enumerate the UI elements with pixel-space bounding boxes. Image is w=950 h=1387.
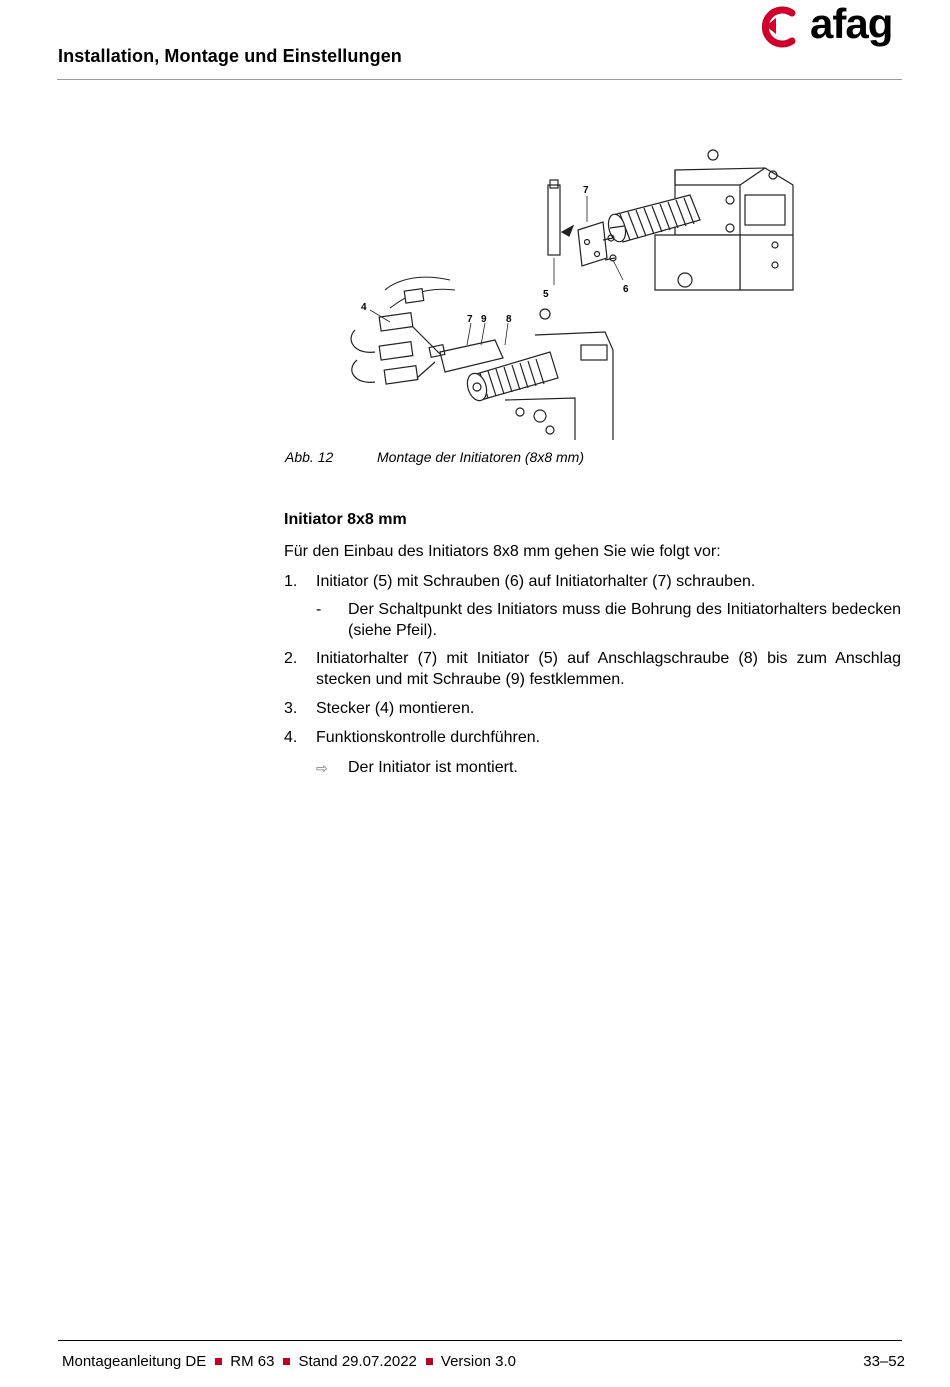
step-number: 3. xyxy=(284,700,298,717)
callout-8: 8 xyxy=(506,314,512,325)
step-text: Initiatorhalter (7) mit Initiator (5) auf Anschlagschraube (8) bis zum Anschlag stecken und mit Schraube (9) festklemmen. xyxy=(316,650,901,688)
footer-doc: Montageanleitung DE xyxy=(62,1353,207,1370)
footer-info xyxy=(62,1353,516,1370)
logo-mark-icon xyxy=(752,4,808,50)
step-number: 2. xyxy=(284,650,298,667)
initiator-mounting-drawing xyxy=(345,140,800,440)
callout-7-lower: 7 xyxy=(467,314,473,325)
footer-product: RM 63 xyxy=(230,1353,275,1370)
footer-divider xyxy=(58,1340,902,1341)
figure-caption-number: Abb. 12 xyxy=(285,449,334,465)
sub-step-marker: - xyxy=(316,601,322,618)
step-text: Stecker (4) montieren. xyxy=(316,700,475,717)
footer-separator-icon xyxy=(426,1358,433,1365)
section-intro: Für den Einbau des Initiators 8x8 mm gehen Sie wie folgt vor: xyxy=(284,543,721,560)
result-arrow-icon: ⇨ xyxy=(316,760,328,776)
callout-7-upper: 7 xyxy=(583,185,589,196)
afag-logo xyxy=(752,0,904,50)
logo-wordmark: afag xyxy=(810,0,893,47)
footer-date: Stand 29.07.2022 xyxy=(298,1353,417,1370)
step-text: Initiator (5) mit Schrauben (6) auf Initiatorhalter (7) schrauben. xyxy=(316,573,756,590)
figure-caption-text: Montage der Initiatoren (8x8 mm) xyxy=(377,449,584,465)
footer-separator-icon xyxy=(215,1358,222,1365)
step-number: 4. xyxy=(284,729,298,746)
callout-4: 4 xyxy=(361,302,367,313)
step-number: 1. xyxy=(284,573,298,590)
assembly-illustration xyxy=(345,140,800,440)
page-number: 33–52 xyxy=(863,1353,905,1370)
step-text: Funktionskontrolle durchführen. xyxy=(316,729,541,746)
section-heading: Initiator 8x8 mm xyxy=(284,511,407,528)
callout-5: 5 xyxy=(543,289,549,300)
header-divider xyxy=(57,79,902,80)
footer-version: Version 3.0 xyxy=(440,1353,516,1370)
callout-6: 6 xyxy=(623,284,629,295)
sub-step-text: Der Schaltpunkt des Initiators muss die Bohrung des Initiatorhalters bedecken (siehe Pfeil). xyxy=(348,601,901,639)
page-title: Installation, Montage und Einstellungen xyxy=(58,46,402,66)
result-text: Der Initiator ist montiert. xyxy=(348,759,518,776)
callout-9: 9 xyxy=(481,314,487,325)
footer-separator-icon xyxy=(283,1358,290,1365)
